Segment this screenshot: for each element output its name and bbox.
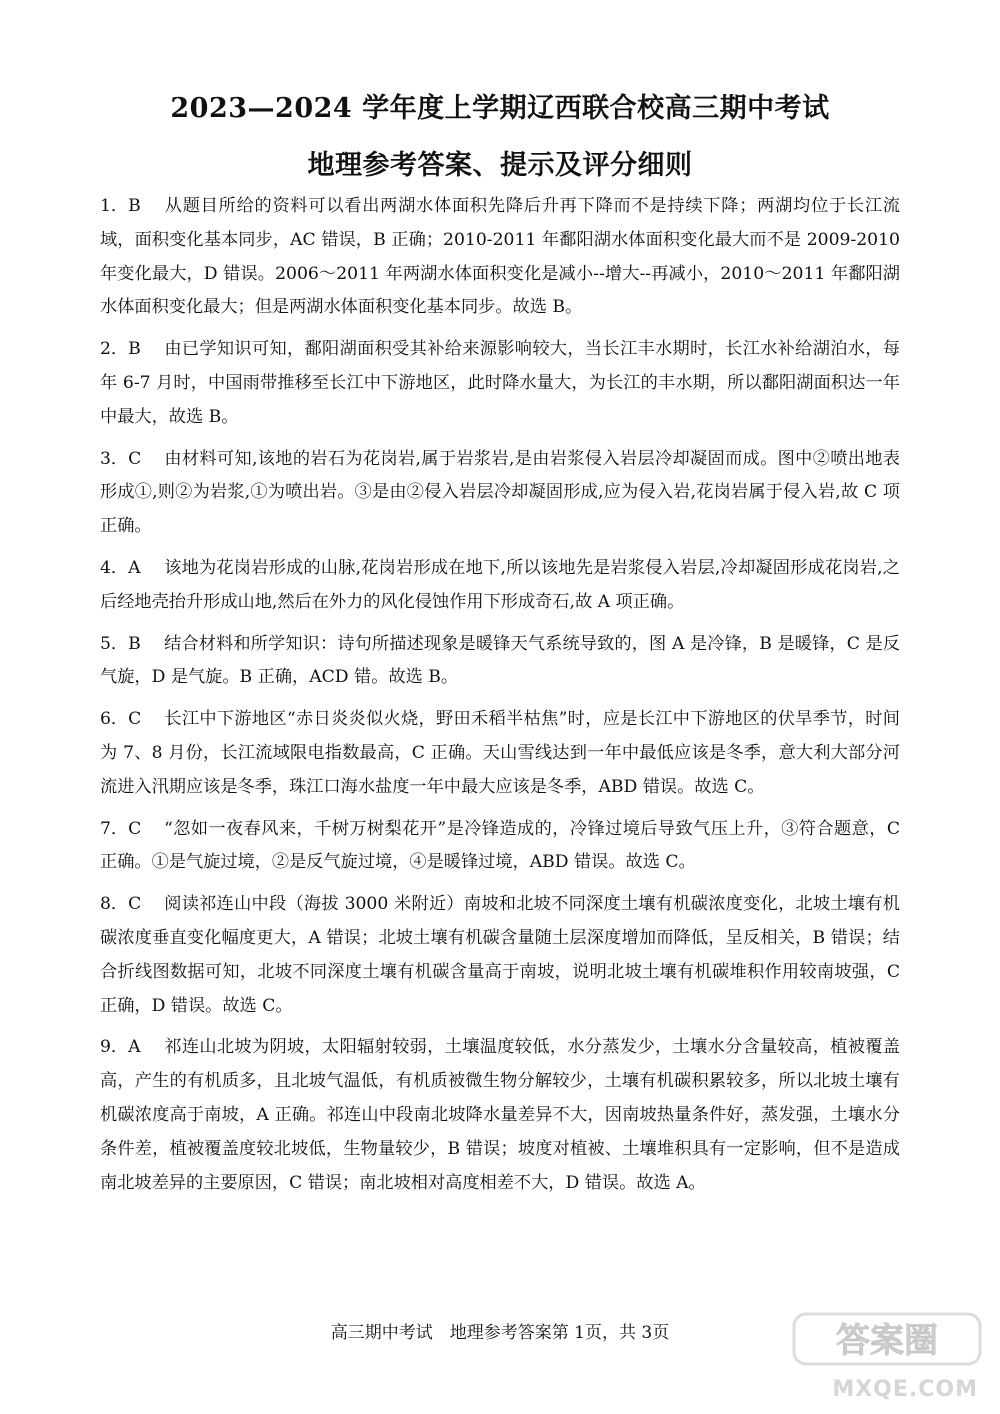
answer-explanation: 由已学知识可知，鄱阳湖面积受其补给来源影响较大，当长江丰水期时，长江水补给湖泊水，每年 6-7 月时，中国雨带推移至长江中下游地区，此时降水量大，为长江的丰水期，所以鄱阳湖面积达一年中最大，故选 B。 [100,339,900,427]
document-title: 2023—2024 学年度上学期辽西联合校高三期中考试 [170,93,830,124]
answer-explanation: 该地为花岗岩形成的山脉,花岗岩形成在地下,所以该地先是岩浆侵入岩层,冷却凝固形成花岗岩,之后经地壳抬升形成山地,然后在外力的风化侵蚀作用下形成奇石,故 A 项正确。 [100,557,900,612]
answer-item-2 [100,333,900,434]
watermark-url: MXQE.COM [832,1377,978,1402]
answer-number: 8．C [100,894,142,915]
watermark [792,1310,982,1402]
answer-explanation: 结合材料和所学知识：诗句所描述现象是暖锋天气系统导致的，图 A 是冷锋，B 是暖锋，C 是反气旋，D 是气旋。B 正确，ACD 错。故选 B。 [100,633,900,688]
answer-explanation: 阅读祁连山中段（海拔 3000 米附近）南坡和北坡不同深度土壤有机碳浓度变化，北坡土壤有机碳浓度垂直变化幅度更大，A 错误；北坡土壤有机碳含量随土层深度增加而降低，呈反相关，B 错误；结合折线图数据可知，北坡不同深度土壤有机碳含量高于南坡，说明北坡土壤有机碳堆积作用较南坡强，C 正确，D 错误。故选 C。 [100,894,900,1016]
answer-number: 5．B [100,633,141,654]
answer-item-6 [100,703,900,804]
answer-explanation: 祁连山北坡为阴坡，太阳辐射较弱，土壤温度较低，水分蒸发少，土壤水分含量较高，植被覆盖高，产生的有机质多，且北坡气温低，有机质被微生物分解较少，土壤有机碳积累较多，所以北坡土壤有机碳浓度高于南坡，A 正确。祁连山中段南北坡降水量差异不大，因南坡热量条件好，蒸发强，土壤水分条件差，植被覆盖度较北坡低，生物量较少，B 错误；坡度对植被、土壤堆积具有一定影响，但不是造成南北坡差异的主要原因，C 错误；南北坡相对高度相差不大，D 错误。故选 A。 [100,1037,900,1193]
answer-explanation: 从题目所给的资料可以看出两湖水体面积先降后升再下降而不是持续下降；两湖均位于长江流域，面积变化基本同步，AC 错误，B 正确；2010-2011 年鄱阳湖水体面积变化最大而不是 2009-2010 年变化最大，D 错误。2006～2011 年两湖水体面积变化是减小--增大--再减小，2010～2011 年鄱阳湖水体面积变化最大；但是两湖水体面积变化基本同步。故选 B。 [100,196,900,318]
page-footer: 高三期中考试 地理参考答案第 1页，共 3页 [330,1323,670,1343]
answer-explanation: “忽如一夜春风来，千树万树梨花开”是冷锋造成的，冷锋过境后导致气压上升，③符合题意，C 正确。①是气旋过境，②是反气旋过境，④是暖锋过境，ABD 错误。故选 C。 [100,818,900,873]
answer-item-7 [100,813,900,881]
document-subtitle: 地理参考答案、提示及评分细则 [307,150,693,181]
answer-item-5 [100,628,900,696]
answer-explanation: 由材料可知,该地的岩石为花岗岩,属于岩浆岩,是由岩浆侵入岩层冷却凝固而成。图中②喷出地表形成①,则②为岩浆,①为喷出岩。③是由②侵入岩层冷却凝固形成,应为侵入岩,花岗岩属于侵入岩,故 C 项正确。 [100,448,900,537]
answer-item-8 [100,888,900,1023]
answer-number: 3．C [100,448,142,469]
answer-number: 4．A [100,557,141,578]
answer-explanation: 长江中下游地区“赤日炎炎似火烧，野田禾稻半枯焦”时，应是长江中下游地区的伏旱季节，时间为 7、8 月份，长江流域限电指数最高，C 正确。天山雪线达到一年中最低应该是冬季，意大利大部分河流进入汛期应该是冬季，珠江口海水盐度一年中最大应该是冬季，ABD 错误。故选 C。 [100,709,900,797]
answer-number: 2．B [100,339,141,360]
answer-number: 7．C [100,818,142,839]
watermark-logo-text: 答案圈 [836,1321,938,1361]
answer-number: 9．A [100,1037,141,1058]
answer-item-1 [100,190,900,325]
answer-number: 1．B [100,196,141,216]
answer-number: 6．C [100,709,142,730]
answer-list [100,190,900,1208]
answer-item-4 [100,552,900,620]
answer-item-9 [100,1031,900,1200]
answer-item-3 [100,443,900,544]
watermark-logo [792,1310,982,1368]
